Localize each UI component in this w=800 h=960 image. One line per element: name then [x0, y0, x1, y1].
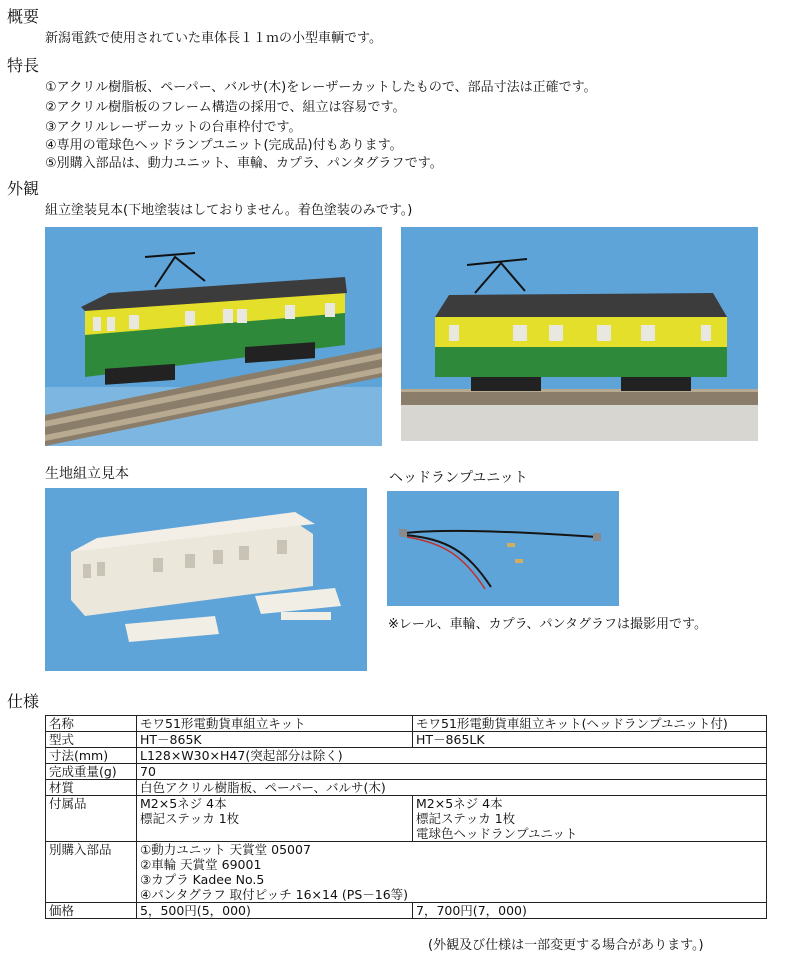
feature-item-1: ①アクリル樹脂板、ペーパー、バルサ(木)をレーザーカットしたもので、部品寸法は正確です。	[45, 80, 597, 95]
specs-heading: 仕様	[7, 692, 40, 711]
overview-heading: 概要	[7, 7, 40, 26]
headlamp-unit-photo	[387, 491, 619, 606]
spec-model-kit-lamp: HT－865LK	[413, 732, 767, 748]
specs-table	[45, 715, 767, 919]
features-heading: 特長	[7, 56, 40, 75]
table-row	[46, 764, 767, 780]
spec-label-name: 名称	[46, 716, 137, 732]
spec-line: M2×5ネジ 4本	[140, 796, 227, 811]
feature-item-4: ④専用の電球色ヘッドランプユニット(完成品)付もあります。	[45, 138, 403, 153]
spec-line: ①動力ユニット 天賞堂 05007	[140, 842, 311, 857]
spec-label-separate-parts: 別購入部品	[46, 842, 137, 903]
spec-line: ④パンタグラフ 取付ピッチ 16×14 (PS－16等)	[140, 887, 409, 902]
feature-item-5: ⑤別購入部品は、動力ユニット、車輪、カプラ、パンタグラフです。	[45, 156, 443, 171]
spec-price-kit: 5，500円(5，000)	[137, 903, 413, 919]
spec-accessories-kit	[137, 796, 413, 842]
table-row	[46, 780, 767, 796]
spec-line: 標記ステッカ 1枚	[416, 811, 516, 826]
feature-item-2: ②アクリル樹脂板のフレーム構造の採用で、組立は容易です。	[45, 100, 406, 115]
photo-note: ※レール、車輪、カプラ、パンタグラフは撮影用です。	[388, 617, 707, 632]
feature-item-3: ③アクリルレーザーカットの台車枠付です。	[45, 120, 302, 135]
specs-footnote: (外観及び仕様は一部変更する場合があります。)	[428, 938, 704, 953]
spec-line: M2×5ネジ 4本	[416, 796, 503, 811]
spec-label-material: 材質	[46, 780, 137, 796]
appearance-heading: 外観	[7, 179, 40, 198]
spec-accessories-kit-lamp	[413, 796, 767, 842]
spec-line: ②車輪 天賞堂 69001	[140, 857, 262, 872]
spec-label-accessories: 付属品	[46, 796, 137, 842]
raw-sample-photo	[45, 488, 367, 671]
table-row	[46, 796, 767, 842]
table-row	[46, 903, 767, 919]
spec-dimensions-value: L128×W30×H47(突起部分は除く)	[137, 748, 767, 764]
spec-label-model: 型式	[46, 732, 137, 748]
spec-name-kit: モワ51形電動貨車組立キット	[137, 716, 413, 732]
spec-label-price: 価格	[46, 903, 137, 919]
spec-name-kit-lamp: モワ51形電動貨車組立キット(ヘッドランプユニット付)	[413, 716, 767, 732]
spec-model-kit: HT－865K	[137, 732, 413, 748]
table-row	[46, 716, 767, 732]
spec-label-dimensions: 寸法(mm)	[46, 748, 137, 764]
raw-sample-caption: 生地組立見本	[45, 466, 129, 482]
headlamp-unit-caption: ヘッドランプユニット	[389, 470, 528, 486]
painted-sample-photo-2	[401, 227, 758, 441]
spec-material-value: 白色アクリル樹脂板、ペーパー、バルサ(木)	[137, 780, 767, 796]
overview-text: 新潟電鉄で使用されていた車体長１１ｍの小型車輌です。	[45, 31, 382, 46]
painted-sample-photo-1	[45, 227, 382, 446]
spec-line: 標記ステッカ 1枚	[140, 811, 240, 826]
table-row	[46, 748, 767, 764]
table-row	[46, 842, 767, 903]
spec-price-kit-lamp: 7，700円(7，000)	[413, 903, 767, 919]
painted-sample-caption: 組立塗装見本(下地塗装はしておりません。着色塗装のみです。)	[45, 203, 413, 218]
spec-separate-parts-value	[137, 842, 767, 903]
spec-line: 電球色ヘッドランプユニット	[416, 826, 578, 841]
table-row	[46, 732, 767, 748]
spec-label-weight: 完成重量(g)	[46, 764, 137, 780]
spec-line: ③カプラ Kadee No.5	[140, 872, 265, 887]
spec-weight-value: 70	[137, 764, 767, 780]
